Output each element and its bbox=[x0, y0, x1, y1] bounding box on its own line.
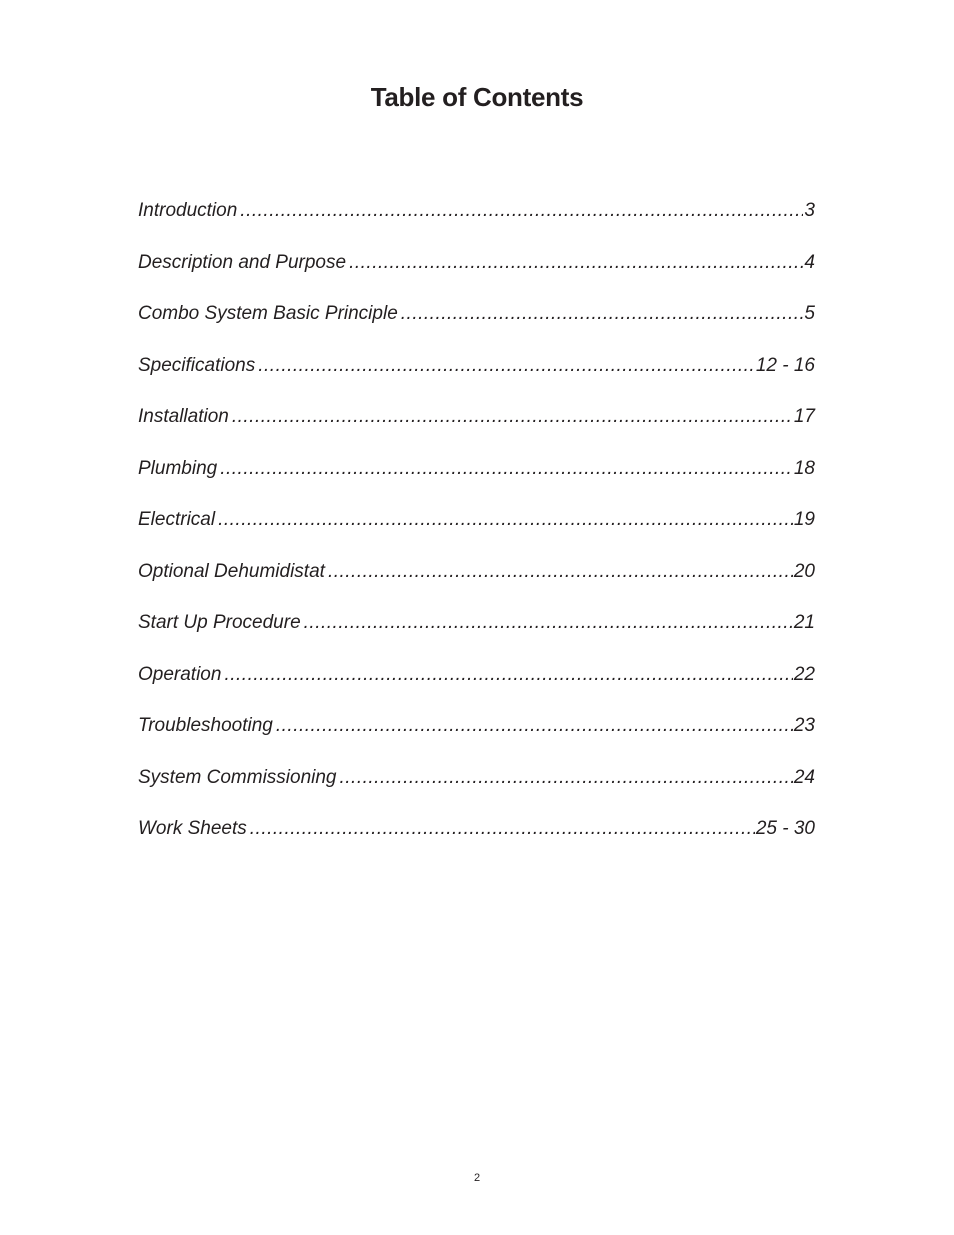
toc-entry-page: 3 bbox=[804, 200, 815, 221]
toc-entry-label: Electrical bbox=[138, 509, 216, 530]
toc-entry-label: Plumbing bbox=[138, 457, 218, 479]
toc-entry-label: System Commissioning bbox=[138, 766, 337, 788]
toc-dot-leader bbox=[304, 612, 793, 634]
toc-entry-work-sheets bbox=[138, 818, 815, 870]
toc-entry-troubleshooting bbox=[138, 715, 815, 767]
toc-entry-label: Troubleshooting bbox=[138, 715, 273, 736]
toc-entry-label: Installation bbox=[138, 406, 229, 427]
toc-entry-label: Work Sheets bbox=[138, 818, 247, 839]
toc-entry-description-and-purpose bbox=[138, 252, 815, 304]
toc-entry-page: 5 bbox=[804, 303, 815, 324]
toc-dot-leader bbox=[224, 664, 792, 686]
toc-entry-combo-system-basic-principle bbox=[138, 303, 815, 355]
toc-entry-page: 24 bbox=[793, 766, 815, 788]
toc-entry-label: Operation bbox=[138, 663, 222, 685]
toc-entry-page: 22 bbox=[793, 663, 815, 685]
toc-dot-leader bbox=[240, 200, 803, 222]
toc-entry-label: Specifications bbox=[138, 354, 256, 376]
toc-entry-label: Combo System Basic Principle bbox=[138, 303, 398, 324]
toc-entry-operation bbox=[138, 664, 815, 716]
toc-entry-page: 25 - 30 bbox=[755, 818, 815, 839]
toc-dot-leader bbox=[218, 509, 793, 531]
toc-entry-optional-dehumidistat bbox=[138, 561, 815, 613]
toc-entry-page: 20 bbox=[793, 560, 815, 582]
toc-entry-page: 4 bbox=[804, 251, 815, 273]
toc-entry-system-commissioning bbox=[138, 767, 815, 819]
toc-entry-electrical bbox=[138, 509, 815, 561]
toc-dot-leader bbox=[258, 355, 755, 377]
toc-entry-label: Optional Dehumidistat bbox=[138, 560, 325, 582]
toc-dot-leader bbox=[232, 406, 793, 428]
toc-dot-leader bbox=[250, 818, 755, 840]
toc-entry-page: 18 bbox=[793, 457, 815, 479]
toc-dot-leader bbox=[340, 767, 793, 789]
toc-dot-leader bbox=[276, 715, 793, 737]
toc-entry-label: Introduction bbox=[138, 200, 238, 221]
toc-entry-start-up-procedure bbox=[138, 612, 815, 664]
toc-entry-introduction bbox=[138, 200, 815, 252]
toc-dot-leader bbox=[349, 252, 803, 274]
toc-entry-installation bbox=[138, 406, 815, 458]
table-of-contents bbox=[138, 200, 815, 870]
toc-dot-leader bbox=[220, 458, 793, 480]
toc-dot-leader bbox=[401, 303, 804, 325]
toc-dot-leader bbox=[328, 561, 793, 583]
page-number: 2 bbox=[473, 1172, 481, 1184]
toc-entry-label: Start Up Procedure bbox=[138, 612, 301, 633]
toc-entry-page: 12 - 16 bbox=[755, 354, 815, 376]
toc-entry-page: 23 bbox=[793, 715, 815, 736]
toc-entry-page: 17 bbox=[793, 406, 815, 427]
toc-entry-page: 21 bbox=[793, 612, 815, 633]
toc-entry-label: Description and Purpose bbox=[138, 251, 347, 273]
toc-entry-specifications bbox=[138, 355, 815, 407]
toc-entry-plumbing bbox=[138, 458, 815, 510]
page-title: Table of Contents bbox=[370, 82, 584, 112]
toc-entry-page: 19 bbox=[793, 509, 815, 530]
